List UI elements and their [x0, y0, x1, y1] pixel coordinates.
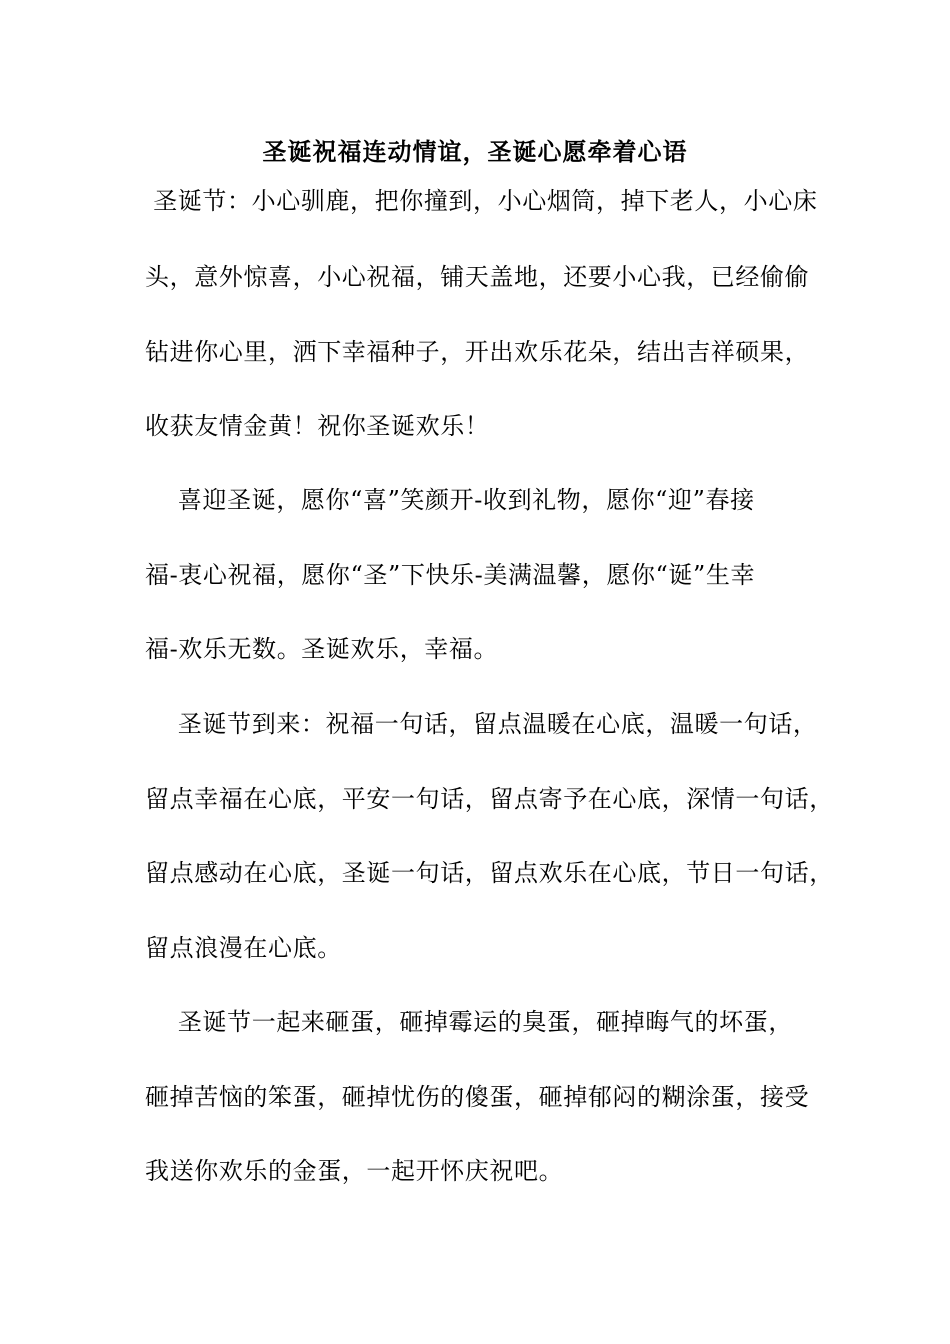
text-line: 圣诞节到来：祝福一句话，留点温暖在心底，温暖一句话，	[145, 710, 818, 738]
text-line: 头，意外惊喜，小心祝福，铺天盖地，还要小心我，已经偷偷	[145, 263, 810, 291]
text-line: 喜迎圣诞，愿你“喜”笑颜开-收到礼物，愿你“迎”春接	[145, 486, 755, 514]
text-line: 圣诞节一起来砸蛋，砸掉霉运的臭蛋，砸掉晦气的坏蛋，	[145, 1008, 793, 1036]
text-line: 福-欢乐无数。圣诞欢乐，幸福。	[145, 635, 499, 663]
text-line: 收获友情金黄！祝你圣诞欢乐！	[145, 412, 490, 440]
text-line: 福-衷心祝福，愿你“圣”下快乐-美满温馨，愿你“诞”生幸	[145, 561, 756, 589]
text-line: 钻进你心里，洒下幸福种子，开出欢乐花朵，结出吉祥硕果，	[145, 338, 810, 366]
text-line: 留点幸福在心底，平安一句话，留点寄予在心底，深情一句话，	[145, 785, 834, 813]
document-title: 圣诞祝福连动情谊，圣诞心愿牵着心语	[262, 137, 688, 166]
text-line: 我送你欢乐的金蛋，一起开怀庆祝吧。	[145, 1157, 564, 1185]
text-line: 圣诞节：小心驯鹿，把你撞到，小心烟筒，掉下老人，小心床	[145, 187, 818, 215]
text-line: 留点感动在心底，圣诞一句话，留点欢乐在心底，节日一句话，	[145, 859, 834, 887]
text-line: 留点浪漫在心底。	[145, 934, 342, 962]
text-line: 砸掉苦恼的笨蛋，砸掉忧伤的傻蛋，砸掉郁闷的糊涂蛋，接受	[145, 1083, 810, 1111]
